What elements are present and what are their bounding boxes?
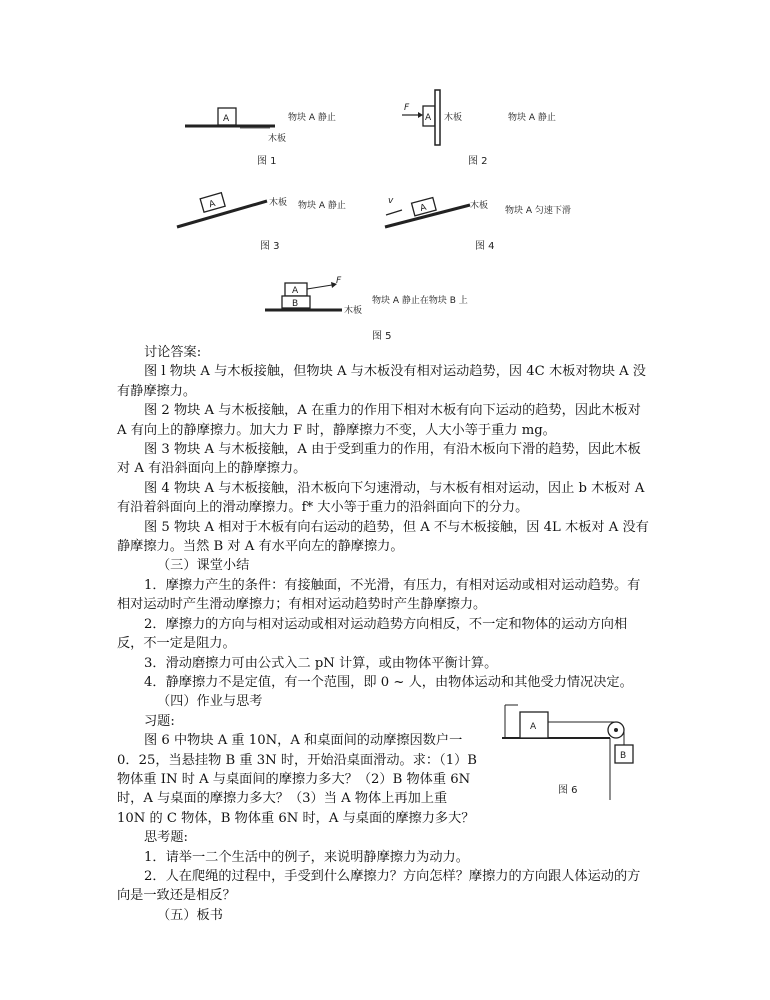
figure-3-drawing (175, 185, 375, 230)
figure-3-desc: 物块 A 静止 (298, 201, 346, 211)
board-label: 木板 (344, 306, 363, 316)
force-label: F (404, 103, 410, 113)
figure-2 (400, 85, 600, 154)
discussion-answers (117, 343, 652, 925)
force-label: F (336, 276, 342, 286)
figure-5-drawing (260, 275, 500, 320)
paragraph: 图 2 物块 A 与木板接触，A 在重力的作用下相对木板有向下运动的趋势，因此木板对 A 有向上的静摩擦力。加大力 F 时，静摩擦力不变，人大小等于重力 mg。 (117, 403, 641, 438)
paragraph: 思考题: (144, 830, 189, 846)
block-b-label: B (292, 299, 299, 309)
paragraph: 3．滑动磨擦力可由公式入二 pN 计算，或由物体平衡计算。 (144, 655, 498, 671)
board-label: 木板 (470, 201, 489, 211)
block-a-label: A (292, 286, 299, 296)
figure-4-caption: 图 4 (475, 241, 495, 252)
figure-1 (180, 100, 350, 144)
board-label: 木板 (444, 113, 463, 123)
figure-3 (175, 185, 375, 234)
board-label: 木板 (269, 198, 288, 208)
figure-4 (380, 185, 600, 234)
paragraph: 图 5 物块 A 相对于木板有向右运动的趋势，但 A 不与木板接触，因 4L 木板对 A 没有静摩擦力。当然 B 对 A 有水平向左的静摩擦力。 (117, 519, 649, 555)
figure-1-caption: 图 1 (257, 156, 277, 167)
figure-2-desc: 物块 A 静止 (508, 113, 556, 123)
vertical-board (435, 90, 440, 145)
block-a-label: A (223, 114, 230, 124)
section-heading: （五）板书 (157, 907, 223, 923)
force-arrow (307, 285, 332, 289)
figure-4-desc: 物块 A 匀速下滑 (505, 206, 571, 216)
figure-1-desc: 物块 A 静止 (288, 113, 336, 123)
figure-4-drawing (380, 185, 600, 230)
block-b-label: B (620, 751, 627, 761)
board-label: 木板 (268, 134, 287, 144)
paragraph: 图 3 物块 A 与木板接触，A 由于受到重力的作用，有沿木板向下滑的趋势，因此木板对 A 有沿斜面向上的静摩擦力。 (117, 442, 641, 477)
section-heading: （三）课堂小结 (157, 558, 250, 574)
paragraph: 2．摩擦力的方向与相对运动或相对运动趋势方向相反，不一定和物体的运动方向相反，不一定是阻力。 (117, 616, 628, 652)
block-a-label: A (425, 113, 432, 123)
velocity-label: v (388, 196, 394, 206)
figure-2-caption: 图 2 (468, 156, 488, 167)
paragraph: 2．人在爬绳的过程中，手受到什么摩擦力？方向怎样？摩擦力的方向跟人体运动的方向是一致还是相反？ (117, 868, 641, 904)
velocity-arrow (386, 210, 402, 215)
figure-2-drawing (400, 85, 600, 150)
paragraph: 图 l 物块 A 与木板接触，但物块 A 与木板没有相对运动趋势，因 4C 木板对物块 A 没有静摩擦力。 (117, 364, 646, 399)
paragraph: 1．摩擦力产生的条件：有接触面，不光滑，有压力，有相对运动或相对运动趋势。有相对运动时产生滑动摩擦力；有相对运动趋势时产生静摩擦力。 (117, 577, 641, 613)
paragraph: 讨论答案: (144, 345, 202, 360)
paragraph: 习题: (144, 713, 175, 729)
section-heading: （四）作业与思考 (157, 694, 263, 710)
figure-6-caption: 图 6 (558, 785, 578, 796)
block-a-label: A (419, 202, 428, 214)
paragraph: 1．请举一二个生活中的例子，来说明静摩擦力为动力。 (144, 849, 469, 865)
figure-1-drawing (180, 100, 350, 144)
figure-3-caption: 图 3 (260, 241, 280, 252)
figure-5 (260, 275, 500, 324)
block-a-label: A (530, 722, 537, 732)
paragraph: 图 4 物块 A 与木板接触，沿木板向下匀速滑动，与木板有相对运动，因止 b 木板对 A 有沿着斜面向上的滑动摩擦力。f* 大小等于重力的沿斜面向下的分力。 (117, 480, 645, 516)
exercise-paragraph: 图 6 中物块 A 重 10N，A 和桌面间的动摩擦因数户一 0．25，当悬挂物 B 重 3N 时，开始沿桌面滑动。求：（1）B 物体重 IN 时 A 与桌面间的摩擦力多大？（2）B 物体重 6N 时，A 与桌面的摩擦力多大？（3）当 A 物体上再加上重 10N 的 C 物体，B 物体重 6N 时，A 与桌面的摩擦力多大？ (117, 733, 477, 826)
figure-5-caption: 图 5 (372, 331, 392, 342)
paragraph: 4．静摩擦力不是定值，有一个范围，即 0 ~ 人，由物体运动和其他受力情况决定。 (144, 674, 633, 690)
block-a-label: A (207, 198, 217, 211)
figure-5-desc: 物块 A 静止在物块 B 上 (372, 296, 468, 306)
